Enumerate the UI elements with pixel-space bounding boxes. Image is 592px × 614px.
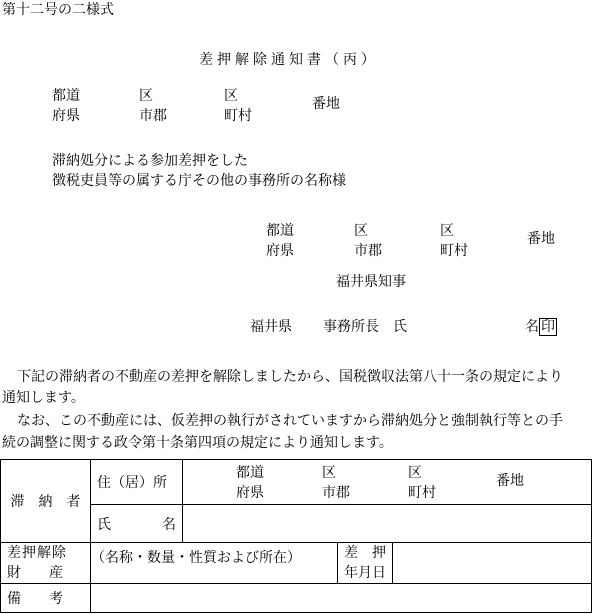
seizure-date-label-2: 年月日 xyxy=(344,565,386,581)
property-desc-cell[interactable] xyxy=(91,543,338,584)
recipient-city: 区 市郡 xyxy=(139,88,167,124)
sender-name-seal xyxy=(525,318,557,336)
recipient-town: 区 町村 xyxy=(224,88,252,124)
address-label-cell xyxy=(91,460,183,505)
table-pref: 都道 府県 xyxy=(236,465,264,501)
sender-city: 区 市郡 xyxy=(354,223,382,259)
form-number: 第十二号の二様式 xyxy=(2,2,114,18)
sender-office-head: 事務所長 氏 xyxy=(323,319,407,335)
row-property xyxy=(1,543,592,584)
recipient-pref: 都道 府県 xyxy=(52,88,80,124)
remarks-label: 備 考 xyxy=(7,591,63,607)
address-value-cell[interactable] xyxy=(183,460,592,505)
seal-icon: 印 xyxy=(541,319,555,335)
body-para1-line1: 下記の滞納者の不動産の差押を解除しましたから、国税徴収法第八十一条の規定により xyxy=(17,369,563,385)
taxpayer-label-cell xyxy=(1,460,91,543)
table-banchi: 番地 xyxy=(496,473,524,489)
name-label-2: 名 xyxy=(162,516,176,533)
body-para2-line2: 続の調整に関する政令第十条第四項の規定により通知します。 xyxy=(2,435,393,451)
property-label-2: 財 産 xyxy=(7,565,63,581)
property-label-cell xyxy=(1,543,91,584)
table-city: 区 市郡 xyxy=(322,465,350,501)
sender-pref-name: 福井県 xyxy=(250,319,292,335)
address-label: 住（居）所 xyxy=(97,475,167,491)
seizure-date-value-cell[interactable] xyxy=(393,543,592,584)
name-label-1: 氏 xyxy=(97,516,111,533)
row-remarks xyxy=(1,584,592,613)
body-para2-line1: なお、この不動産には、仮差押の執行がされていますから滞納処分と強制執行等との手 xyxy=(17,413,563,429)
name-label-cell xyxy=(91,505,183,543)
sender-pref: 都道 府県 xyxy=(266,223,294,259)
seizure-date-label-1: 差 押 xyxy=(344,545,386,561)
recipient-name: 滞納処分による参加差押をした 徴税吏員等の属する庁その他の事務所の名称様 xyxy=(52,153,346,189)
table-town: 区 町村 xyxy=(408,465,436,501)
name-value-cell[interactable] xyxy=(183,505,592,543)
recipient-banchi: 番地 xyxy=(312,96,340,112)
body-para1-line2: 通知します。 xyxy=(2,390,85,406)
sender-banchi: 番地 xyxy=(527,231,555,247)
remarks-value-cell[interactable] xyxy=(91,584,592,613)
taxpayer-label: 滞 納 者 xyxy=(10,494,81,510)
property-label-1: 差押解除 xyxy=(7,545,67,561)
seizure-date-label-cell xyxy=(338,543,393,584)
row-address xyxy=(1,460,592,505)
document-title: 差押解除通知書（丙） xyxy=(199,52,379,68)
remarks-label-cell xyxy=(1,584,91,613)
name-char: 名 xyxy=(525,319,539,335)
sender-town: 区 町村 xyxy=(440,223,468,259)
notice-table xyxy=(0,459,592,613)
property-desc: （名称・数量・性質および所在） xyxy=(91,550,301,566)
sender-governor: 福井県知事 xyxy=(336,274,406,290)
